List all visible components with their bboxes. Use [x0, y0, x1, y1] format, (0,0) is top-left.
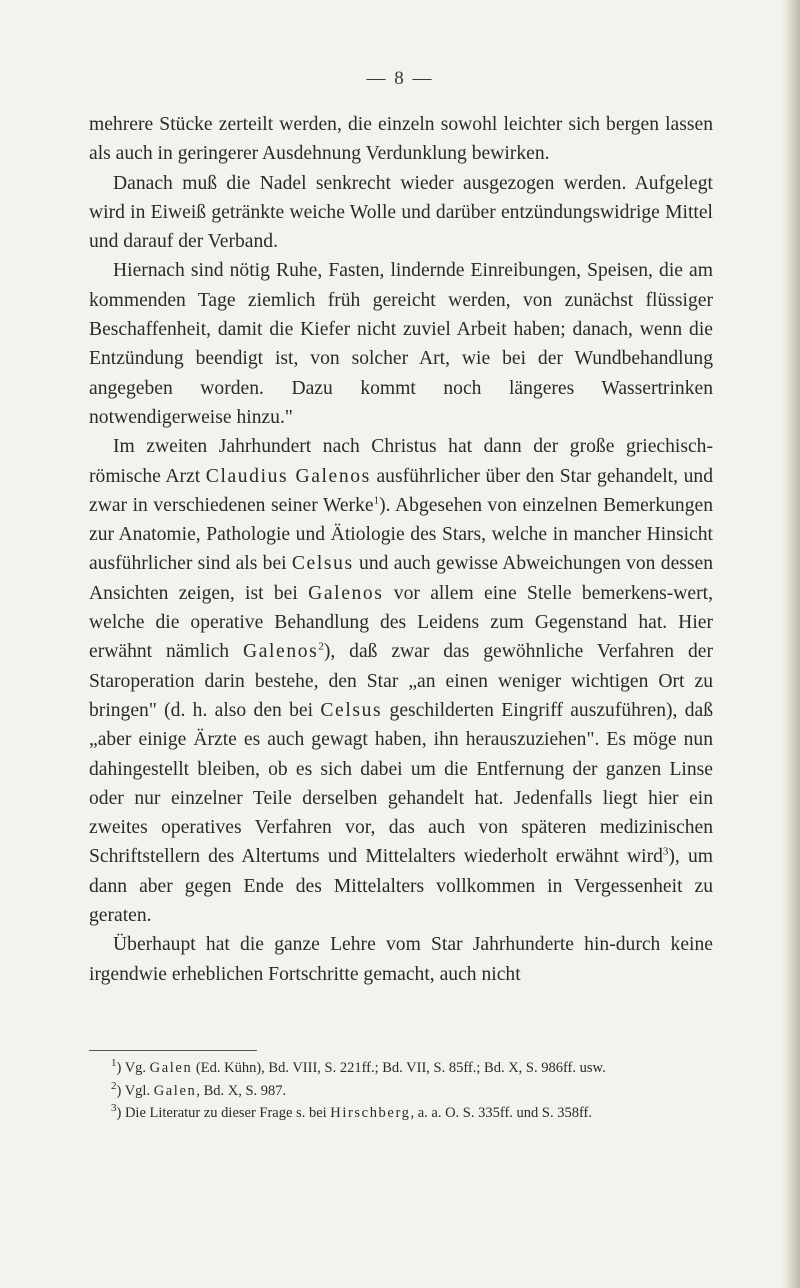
page-edge-shadow	[782, 0, 800, 1288]
person-name: Galen	[149, 1060, 193, 1076]
paragraph-3: Hiernach sind nötig Ruhe, Fasten, lindernde Einreibungen, Speisen, die am kommenden Tage ziemlich früh gereicht werden, von zunächst flüssiger Beschaffenheit, damit die Kiefer nicht zuviel Arbeit haben; danach, wenn die Entzündung beendigt ist, von solcher Art, wie bei der Wundbehandlung angegeben worden. Dazu kommt noch längeres Wassertrinken notwendigerweise hinzu."	[89, 260, 713, 428]
text-run: ). Abgesehen von einzelnen Bemerkungen zur Anatomie, Pathologie und Ätiologie des Stars, welche in mancher Hinsicht ausführlicher sind als bei	[89, 494, 713, 575]
main-text	[89, 110, 713, 989]
footnotes	[89, 1057, 713, 1125]
person-name: Hirschberg	[330, 1105, 411, 1122]
footnote-text: (Ed. Kühn), Bd. VIII, S. 221ff.; Bd. VII, S. 85ff.; Bd. X, S. 986ff. usw.	[192, 1060, 606, 1076]
paragraph-4	[89, 432, 713, 930]
footnote-mark: 2	[111, 1079, 117, 1092]
person-name: Galenos	[242, 641, 319, 663]
paragraph-2: Danach muß die Nadel senkrecht wieder ausgezogen werden. Aufgelegt wird in Eiweiß getränkte weiche Wolle und darüber entzündungswidrige Mittel und darauf der Verband.	[89, 172, 713, 253]
text-run: vor allem eine Stelle bemerkens-wert, welche die operative Behandlung des Leidens zum Gegenstand hat. Hier erwähnt nämlich	[89, 582, 713, 663]
text-run: ), um dann aber gegen Ende des Mittelalters vollkommen in Vergessenheit zu geraten.	[89, 846, 714, 927]
person-name: Claudius Galenos	[205, 465, 371, 487]
person-name: Galen	[153, 1082, 197, 1099]
text-run: ), daß zwar das gewöhnliche Verfahren der Staroperation darin bestehe, den Star „an einen weniger wichtigen Ort zu bringen" (d. h. also den bei	[89, 641, 713, 721]
footnote-mark: 1	[111, 1057, 117, 1070]
text-run: und auch gewisse Abweichungen von dessen Ansichten zeigen, ist bei	[89, 553, 714, 604]
page-number: — 8 —	[366, 68, 434, 89]
footnote-mark: 3	[111, 1102, 117, 1115]
text-run: ausführlicher über den Star gehandelt, und zwar in verschiedenen seiner Werke	[89, 465, 714, 516]
person-name: Celsus	[320, 699, 383, 721]
text-run: geschilderten Eingriff auszuführen), daß „aber einige Ärzte es auch gewagt haben, ihn herauszuziehen". Es möge nun dahingestellt bleiben, ob es sich dabei um die Entfernung der ganzen Linse oder nur einzelner Teile derselben gehandelt hat. Jedenfalls liegt hier ein zweites operatives Verfahren vor, das auch von späteren medizinischen Schriftstellern des Altertums und Mittelalters wiederholt erwähnt wird	[89, 699, 714, 868]
footnote-divider	[89, 1050, 257, 1051]
footnote-text: , a. a. O. S. 335ff. und S. 358ff.	[410, 1105, 592, 1122]
footnote-ref: 2	[318, 640, 324, 653]
footnote-3	[89, 1102, 713, 1125]
paragraph-5: Überhaupt hat die ganze Lehre vom Star Jahrhunderte hin-durch keine irgendwie erheblichen Fortschritte gemacht, auch nicht	[89, 934, 713, 985]
footnote-text: ) Vgl.	[116, 1082, 154, 1099]
footnote-text: ) Vg.	[116, 1060, 150, 1076]
footnote-text: ) Die Literatur zu dieser Frage s. bei	[116, 1105, 331, 1122]
person-name: Celsus	[291, 553, 354, 575]
footnote-1	[89, 1057, 713, 1080]
footnote-2	[89, 1080, 713, 1103]
footnote-ref: 3	[662, 845, 669, 858]
footnote-ref: 1	[373, 494, 380, 507]
paragraph-1: mehrere Stücke zerteilt werden, die einzeln sowohl leichter sich bergen lassen als auch in geringerer Ausdehnung Verdunklung bewirken.	[89, 114, 713, 165]
person-name: Galenos	[308, 582, 384, 604]
text-run: Im zweiten Jahrhundert nach Christus hat dann der große griechisch-römische Arzt	[89, 436, 713, 487]
footnote-text: , Bd. X, S. 987.	[196, 1082, 287, 1099]
